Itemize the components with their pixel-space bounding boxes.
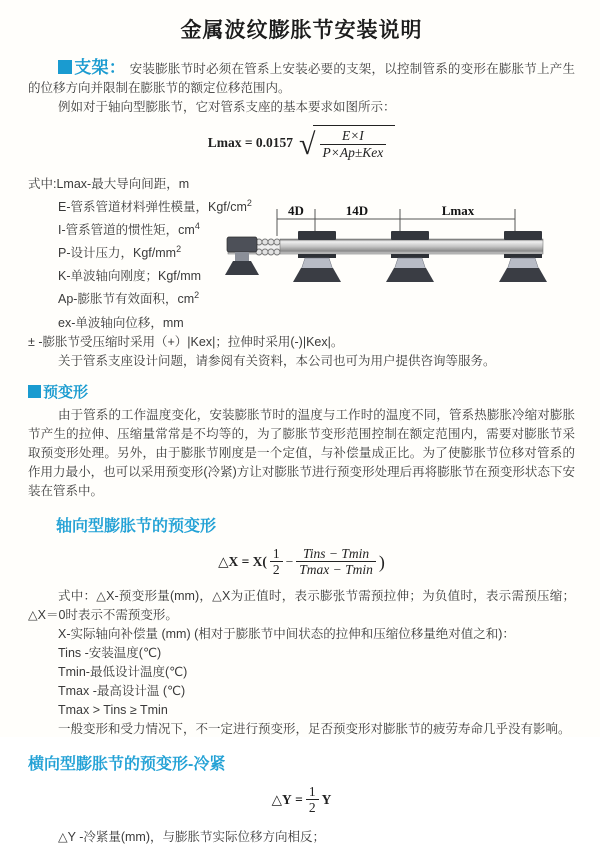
- axial-predeform-heading: 轴向型膨胀节的预变形: [56, 517, 217, 535]
- definition-line: P-设计压力，Kgf/$mm^2$: [58, 244, 182, 261]
- formula-lmax-eq: = 0.0157: [244, 134, 294, 150]
- axial-parameter-line: Tmax -最高设计温 (℃): [58, 683, 186, 698]
- lateral-note: △Y -冷紧量(mm)，与膨胀节实际位移方向相反；: [58, 830, 326, 845]
- formula-dy-rhs: Y: [321, 791, 332, 807]
- formula-dx-temp-num: Tins − Tmin: [296, 546, 376, 563]
- lateral-predeform-formula: [28, 784, 575, 817]
- bellows-expansion-joint: [256, 239, 280, 255]
- formula-dx-half-num: 1: [270, 546, 283, 563]
- axial-parameter-line: Tmin-最低设计温度(℃): [58, 664, 188, 679]
- pipe-support-diagram: [225, 202, 577, 298]
- definitions-and-diagram: [28, 171, 575, 333]
- blue-square-bullet-icon: [58, 60, 72, 74]
- axial-explain-paragraph: 式中：△X-预变形量(mm)，△X为正值时，表示膨张节需预拉伸；为负值时，表示需预压缩；△X＝0时表示不需预变形。: [28, 588, 575, 622]
- definition-line: 式中:Lmax-最大导向间距，m: [28, 176, 190, 191]
- guide-support-2: [386, 231, 434, 282]
- dimension-label-14d: 14D: [345, 202, 369, 218]
- axial-closing-note: 一般变形和受力情况下，不一定进行预变形，足否预变形对膨胀节的疲劳寿命几乎没有影响。: [58, 721, 571, 736]
- support-intro-paragraph: [28, 58, 575, 98]
- consult-note: 关于管系支座设计问题，请参阅有关资料，本公司也可为用户提供咨询等服务。: [58, 353, 496, 368]
- blue-square-bullet-icon: [28, 385, 41, 398]
- formula-dy-den: 2: [308, 800, 316, 816]
- formula-lmax-denominator: P×Ap±Kex: [322, 144, 384, 160]
- support-intro-text: 安装膨胀节时必须在管系上安装必要的支架，以控制管系的变形在膨胀节上产生的位移方向并限制在膨胀节的额定位移范围内。: [28, 62, 576, 95]
- axial-parameter-line: Tmax > Tins ≥ Tmin: [58, 702, 168, 717]
- definition-line: ex-单波轴向位移，mm: [58, 315, 184, 330]
- guide-spacing-formula: [28, 125, 575, 161]
- pm-note: ± -膨胀节受压缩时采用（+）|Kex|；拉伸时采用(-)|Kex|。: [28, 334, 344, 349]
- guide-support-1: [293, 231, 341, 282]
- axial-parameter-list: [58, 625, 575, 720]
- guide-support-3: [499, 231, 547, 282]
- definition-line: K-单波轴向刚度；Kgf/mm: [58, 269, 202, 284]
- support-section-heading: 支架：: [74, 58, 126, 77]
- formula-lmax-numerator: E×I: [320, 128, 387, 145]
- anchor-support: [225, 237, 259, 275]
- formula-dx-lhs: △X: [218, 554, 239, 570]
- formula-dy-lhs: △Y: [271, 791, 292, 807]
- formula-dx-eq: = X(: [241, 554, 267, 570]
- formula-dx-half-den: 2: [272, 562, 280, 578]
- predeform-paragraph: 由于管系的工作温度变化，安装膨胀节时的温度与工作时的温度不同，管系热膨胀冷缩对膨胀节产生的拉伸、压缩量常常是不均等的，为了膨胀节变形范围控制在额定范围内，需要对膨胀节采取预变形处理。另外，由于膨胀节刚度是一个定值，与补偿量成正比。为了使膨胀节位移对管系的作用力最小，也可以采用预变形(冷紧)方让对膨胀节进行预变形处理后再将膨胀节在预变形状态下安装在管系中。: [28, 407, 575, 498]
- predeform-section-heading: 预变形: [28, 381, 575, 402]
- support-example-line: 例如对于轴向型膨胀节，它对管系支座的基本要求如图所示：: [58, 100, 396, 114]
- formula-dy-num: 1: [306, 784, 319, 801]
- pipe: [280, 239, 543, 254]
- formula-lmax-lhs: Lmax: [207, 134, 242, 150]
- dimension-label-lmax: Lmax: [441, 202, 475, 218]
- definition-line: E-管系管道材料弹性模量，Kgf/$cm^2$: [58, 197, 252, 215]
- formula-dx-minus: −: [285, 554, 294, 570]
- page-title: 金属波纹膨胀节安装说明: [180, 19, 423, 42]
- definition-line: Ap-膨胀节有效面积，$cm^2$: [58, 290, 200, 307]
- formula-dx-close-paren: ): [378, 551, 385, 572]
- formula-dx-temp-den: Tmax − Tmin: [299, 562, 373, 578]
- square-root-icon: √ $\frac{E\times I}{\text{P×Ap±Kex}}$: [299, 125, 395, 161]
- dimension-label-4d: 4D: [288, 202, 304, 218]
- formula-dy-eq: =: [295, 791, 303, 807]
- axial-predeform-formula: [28, 546, 575, 579]
- axial-parameter-line: Tins -安装温度(℃): [58, 645, 162, 660]
- lateral-predeform-heading: 横向型膨胀节的预变形-冷紧: [28, 755, 226, 773]
- definition-line: I-管系管道的惯性矩，$cm^4$: [58, 221, 200, 238]
- axial-parameter-line: X-实际轴向补偿量 (mm) (相对于膨胀节中间状态的拉伸和压缩位移量绝对值之和)：: [58, 626, 515, 641]
